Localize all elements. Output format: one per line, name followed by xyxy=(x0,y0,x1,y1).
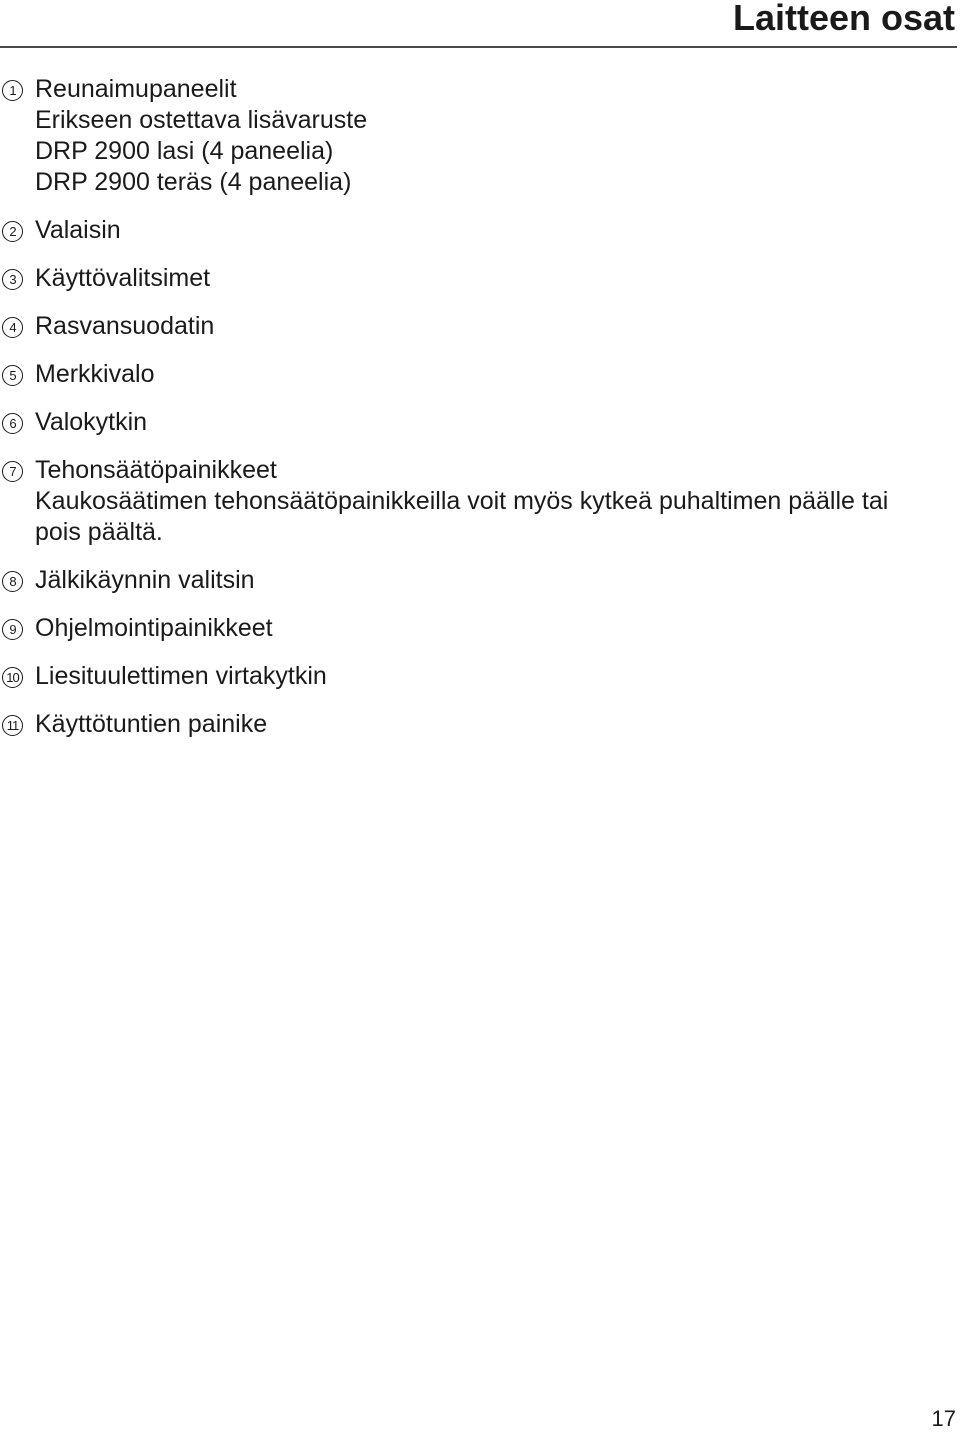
item-number-badge: 9 xyxy=(2,619,23,640)
item-label: Jälkikäynnin valitsin xyxy=(35,566,255,594)
item-label: Reunaimupaneelit xyxy=(35,75,237,103)
list-item xyxy=(0,74,950,198)
list-item xyxy=(0,661,950,692)
item-number-badge: 7 xyxy=(2,461,23,482)
item-label: Merkkivalo xyxy=(35,360,155,388)
item-description: DRP 2900 teräs (4 paneelia) xyxy=(35,168,352,196)
item-label: Tehonsäätöpainikkeet xyxy=(35,456,277,484)
item-label: Käyttötuntien painike xyxy=(35,710,268,738)
list-item xyxy=(0,359,950,390)
item-number-badge: 4 xyxy=(2,317,23,338)
item-label: Valokytkin xyxy=(35,408,148,436)
item-description: Kaukosäätimen tehonsäätöpainikkeilla voit myös kytkeä puhaltimen päälle tai pois päältä. xyxy=(35,487,889,546)
list-item xyxy=(0,407,950,438)
item-label: Rasvansuodatin xyxy=(35,312,215,340)
item-number-badge: 6 xyxy=(2,413,23,434)
item-description: DRP 2900 lasi (4 paneelia) xyxy=(35,137,334,165)
list-item xyxy=(0,263,950,294)
list-item xyxy=(0,311,950,342)
item-number-badge: 8 xyxy=(2,571,23,592)
item-description: Erikseen ostettava lisävaruste xyxy=(35,106,368,134)
item-number-badge: 5 xyxy=(2,365,23,386)
item-number-badge: 2 xyxy=(2,221,23,242)
item-label: Liesituulettimen virtakytkin xyxy=(35,662,327,690)
page-header xyxy=(0,0,957,48)
item-number-badge: 10 xyxy=(2,667,23,688)
item-number-badge: 11 xyxy=(2,715,23,736)
item-number-badge: 3 xyxy=(2,269,23,290)
item-number-badge: 1 xyxy=(2,80,23,101)
list-item xyxy=(0,613,950,644)
page-title: Laitteen osat xyxy=(732,0,955,38)
parts-list xyxy=(0,74,950,757)
item-label: Valaisin xyxy=(35,216,121,244)
list-item xyxy=(0,565,950,596)
item-label: Käyttövalitsimet xyxy=(35,264,211,292)
list-item xyxy=(0,455,950,548)
list-item xyxy=(0,709,950,740)
page-number: 17 xyxy=(931,1406,956,1431)
list-item xyxy=(0,215,950,246)
item-label: Ohjelmointipainikkeet xyxy=(35,614,273,642)
